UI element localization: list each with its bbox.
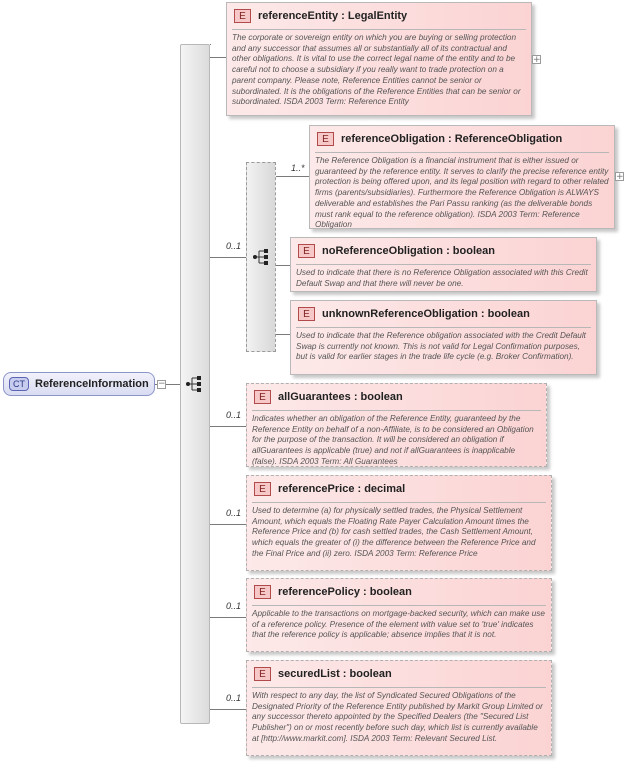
element-multiplicity: 0..1 (226, 601, 242, 611)
element-referenceObligation[interactable] (309, 125, 615, 229)
complex-type-badge: CT (9, 377, 29, 391)
element-title: referenceObligation : ReferenceObligation (341, 133, 563, 145)
element-multiplicity: 0..1 (226, 508, 242, 518)
connector-unknownReferenceObligation (276, 334, 290, 335)
element-securedList[interactable] (246, 660, 552, 756)
element-description: The corporate or sovereign entity on which you are buying or selling protection and any successor that assumes all or substantially all of its contractual and other obligations. It is vital to use the correct legal name of the entity and to be careful not to choose a subsidiary if you really want to trade protection on a parent company. Please note, Reference Entities cannot be senior or subordinated. It is the obligations of the Reference Entities that can be senior or subordinated. ISDA 2003 Term: Reference Entity (232, 33, 521, 107)
complex-type-node[interactable] (3, 372, 155, 396)
element-referenceEntity[interactable] (226, 2, 532, 116)
element-referencePolicy[interactable] (246, 578, 552, 652)
element-description: Used to indicate that there is no Reference Obligation associated with this Credit Default Swap and that there will never be one. (296, 268, 588, 288)
choice-compositor-icon[interactable] (253, 249, 271, 270)
element-description: Used to determine (a) for physically settled trades, the Physical Settlement Amount, which equals the Floating Rate Payer Calculation Amount times the Reference Price and (b) for cash settled trades, the Cash Settlement Amount, which equals the greater of (i) the difference between the Reference Price and the Final Price and (ii) zero. ISDA 2003 Term: Reference Price (252, 506, 536, 558)
connector-referenceObligation (276, 176, 309, 177)
complex-type-name: ReferenceInformation (35, 378, 149, 390)
element-badge: E (317, 132, 334, 146)
connector-noReferenceObligation (276, 265, 290, 266)
element-description: The Reference Obligation is a financial instrument that is either issued or guaranteed by the reference entity. It serves to clarify the precise reference entity protection is being offered upon, and its legal position with regard to other related firms (parents/subsidiaries). Furthermore the Reference Obligation is ALWAYS deliverable and establishes the Pari Passu ranking (as the deliverable bonds must rank equal to the reference obligation). ISDA 2003 Term: Reference Obligation (315, 156, 609, 230)
connector-choice (210, 257, 246, 258)
expand-icon[interactable]: + (533, 55, 541, 65)
element-multiplicity: 0..1 (226, 410, 242, 420)
element-badge: E (254, 390, 271, 404)
expand-icon[interactable]: + (616, 172, 624, 182)
element-title: allGuarantees : boolean (278, 391, 403, 403)
element-description: Applicable to the transactions on mortgage-backed security, which can make use of a reference policy. Presence of the element with value set to 'true' indicates that the reference policy is applicable; absence implies that it is not. (252, 609, 545, 640)
element-title: noReferenceObligation : boolean (322, 245, 495, 257)
element-referencePrice[interactable] (246, 475, 552, 571)
element-badge: E (254, 482, 271, 496)
element-noReferenceObligation[interactable] (290, 237, 597, 292)
element-multiplicity: 0..1 (226, 693, 242, 703)
element-title: referencePolicy : boolean (278, 586, 412, 598)
choice-multiplicity: 0..1 (226, 241, 242, 251)
element-allGuarantees[interactable] (246, 383, 547, 467)
connector-referencePrice (210, 524, 246, 525)
element-multiplicity: 1..* (291, 163, 305, 173)
connector-securedList (210, 709, 246, 710)
collapse-icon[interactable]: − (158, 379, 166, 389)
element-badge: E (254, 585, 271, 599)
element-title: referencePrice : decimal (278, 483, 406, 495)
connector-referencePolicy (210, 617, 246, 618)
element-badge: E (298, 244, 315, 258)
element-badge: E (254, 667, 271, 681)
element-description: With respect to any day, the list of Syndicated Secured Obligations of the Designated Priority of the Reference Entity published by Markit Group Limited or any successor thereto appointed by the Specified Dealers (the "Secured List Publisher") on or most recently before such day, which list is currently available at [http://www.markit.com]. ISDA 2003 Term: Relevant Secured List. (252, 691, 543, 743)
element-badge: E (298, 307, 315, 321)
element-title: securedList : boolean (278, 668, 392, 680)
element-unknownReferenceObligation[interactable] (290, 300, 597, 375)
element-title: unknownReferenceObligation : boolean (322, 308, 530, 320)
element-description: Indicates whether an obligation of the Reference Entity, guaranteed by the Reference Entity on behalf of a non-Affiliate, is to be considered an Obligation for the purpose of the transaction. It will be considered an obligation if allGuarantees is applicable (true) and not if allGuarantees is inapplicable (false). ISDA 2003 Term: All Guarantees (252, 414, 534, 466)
element-title: referenceEntity : LegalEntity (258, 10, 408, 22)
connector-allGuarantees (210, 426, 246, 427)
connector-referenceEntity (210, 57, 226, 58)
element-badge: E (234, 9, 251, 23)
element-description: Used to indicate that the Reference obligation associated with the Credit Default Swap is currently not known. This is not valid for Legal Confirmation purposes, but is valid for earlier stages in the trade life cycle (e.g. Broker Confirmation). (296, 331, 586, 362)
sequence-compositor-icon[interactable] (186, 376, 204, 397)
